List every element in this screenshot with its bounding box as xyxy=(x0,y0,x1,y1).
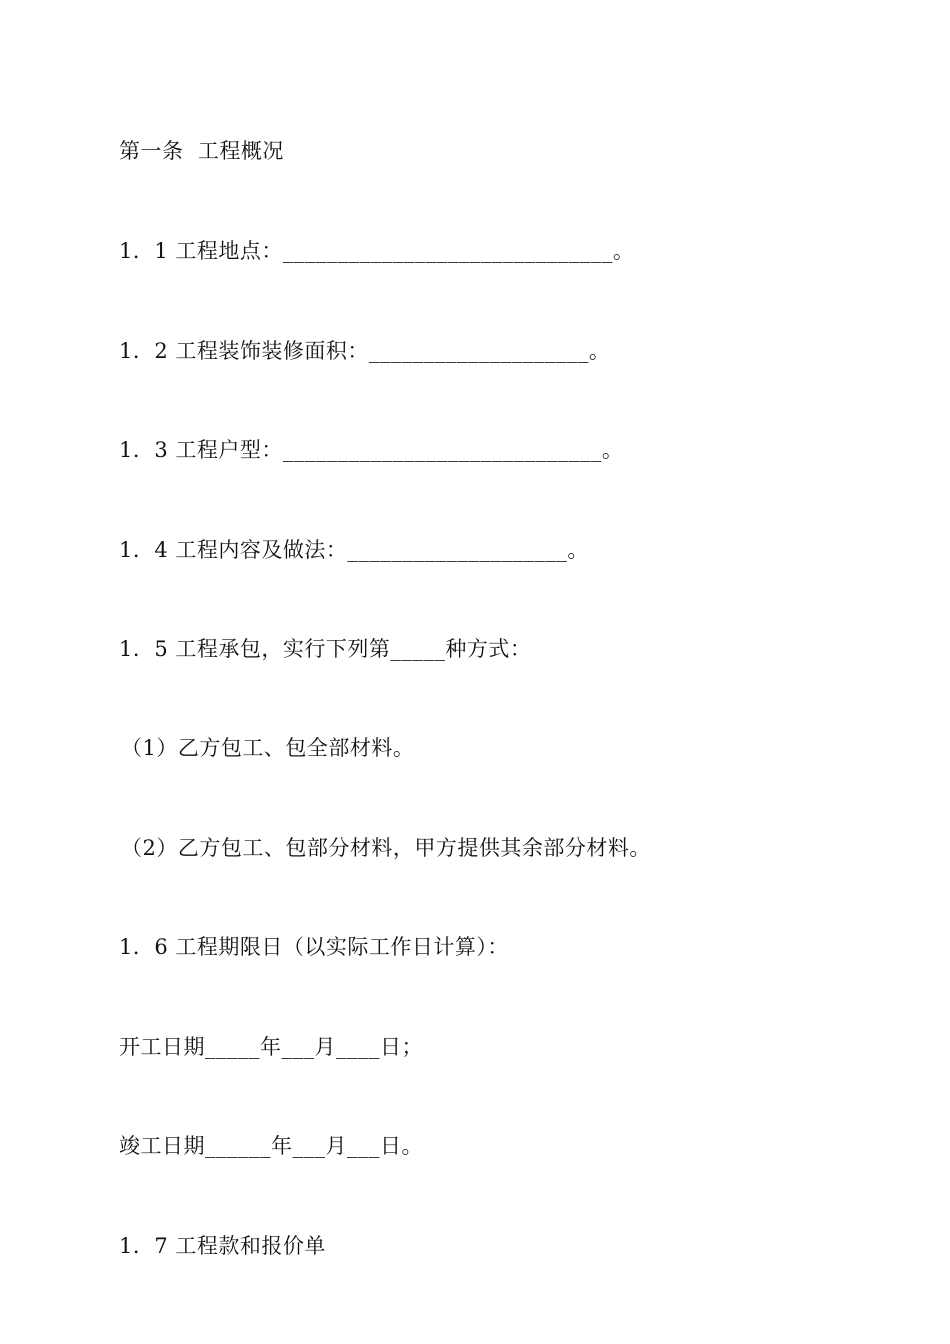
clause-1-2: 1．2 工程装饰装修面积：____________________。 xyxy=(119,339,611,363)
option-1: （1）乙方包工、包全部材料。 xyxy=(121,736,415,760)
section-heading: 第一条 工程概况 xyxy=(119,139,284,163)
clause-1-5: 1．5 工程承包，实行下列第_____种方式： xyxy=(119,637,532,661)
clause-1-4: 1．4 工程内容及做法：____________________。 xyxy=(119,538,589,562)
clause-1-1: 1．1 工程地点：______________________________。 xyxy=(119,239,635,263)
option-2: （2）乙方包工、包部分材料，甲方提供其余部分材料。 xyxy=(121,836,651,860)
clause-1-3: 1．3 工程户型：_____________________________。 xyxy=(119,438,624,462)
start-date-line: 开工日期_____年___月____日； xyxy=(119,1035,423,1059)
clause-1-6: 1．6 工程期限日（以实际工作日计算）： xyxy=(119,935,509,959)
completion-date-line: 竣工日期______年___月___日。 xyxy=(119,1134,423,1158)
clause-1-7: 1．7 工程款和报价单 xyxy=(119,1234,326,1258)
